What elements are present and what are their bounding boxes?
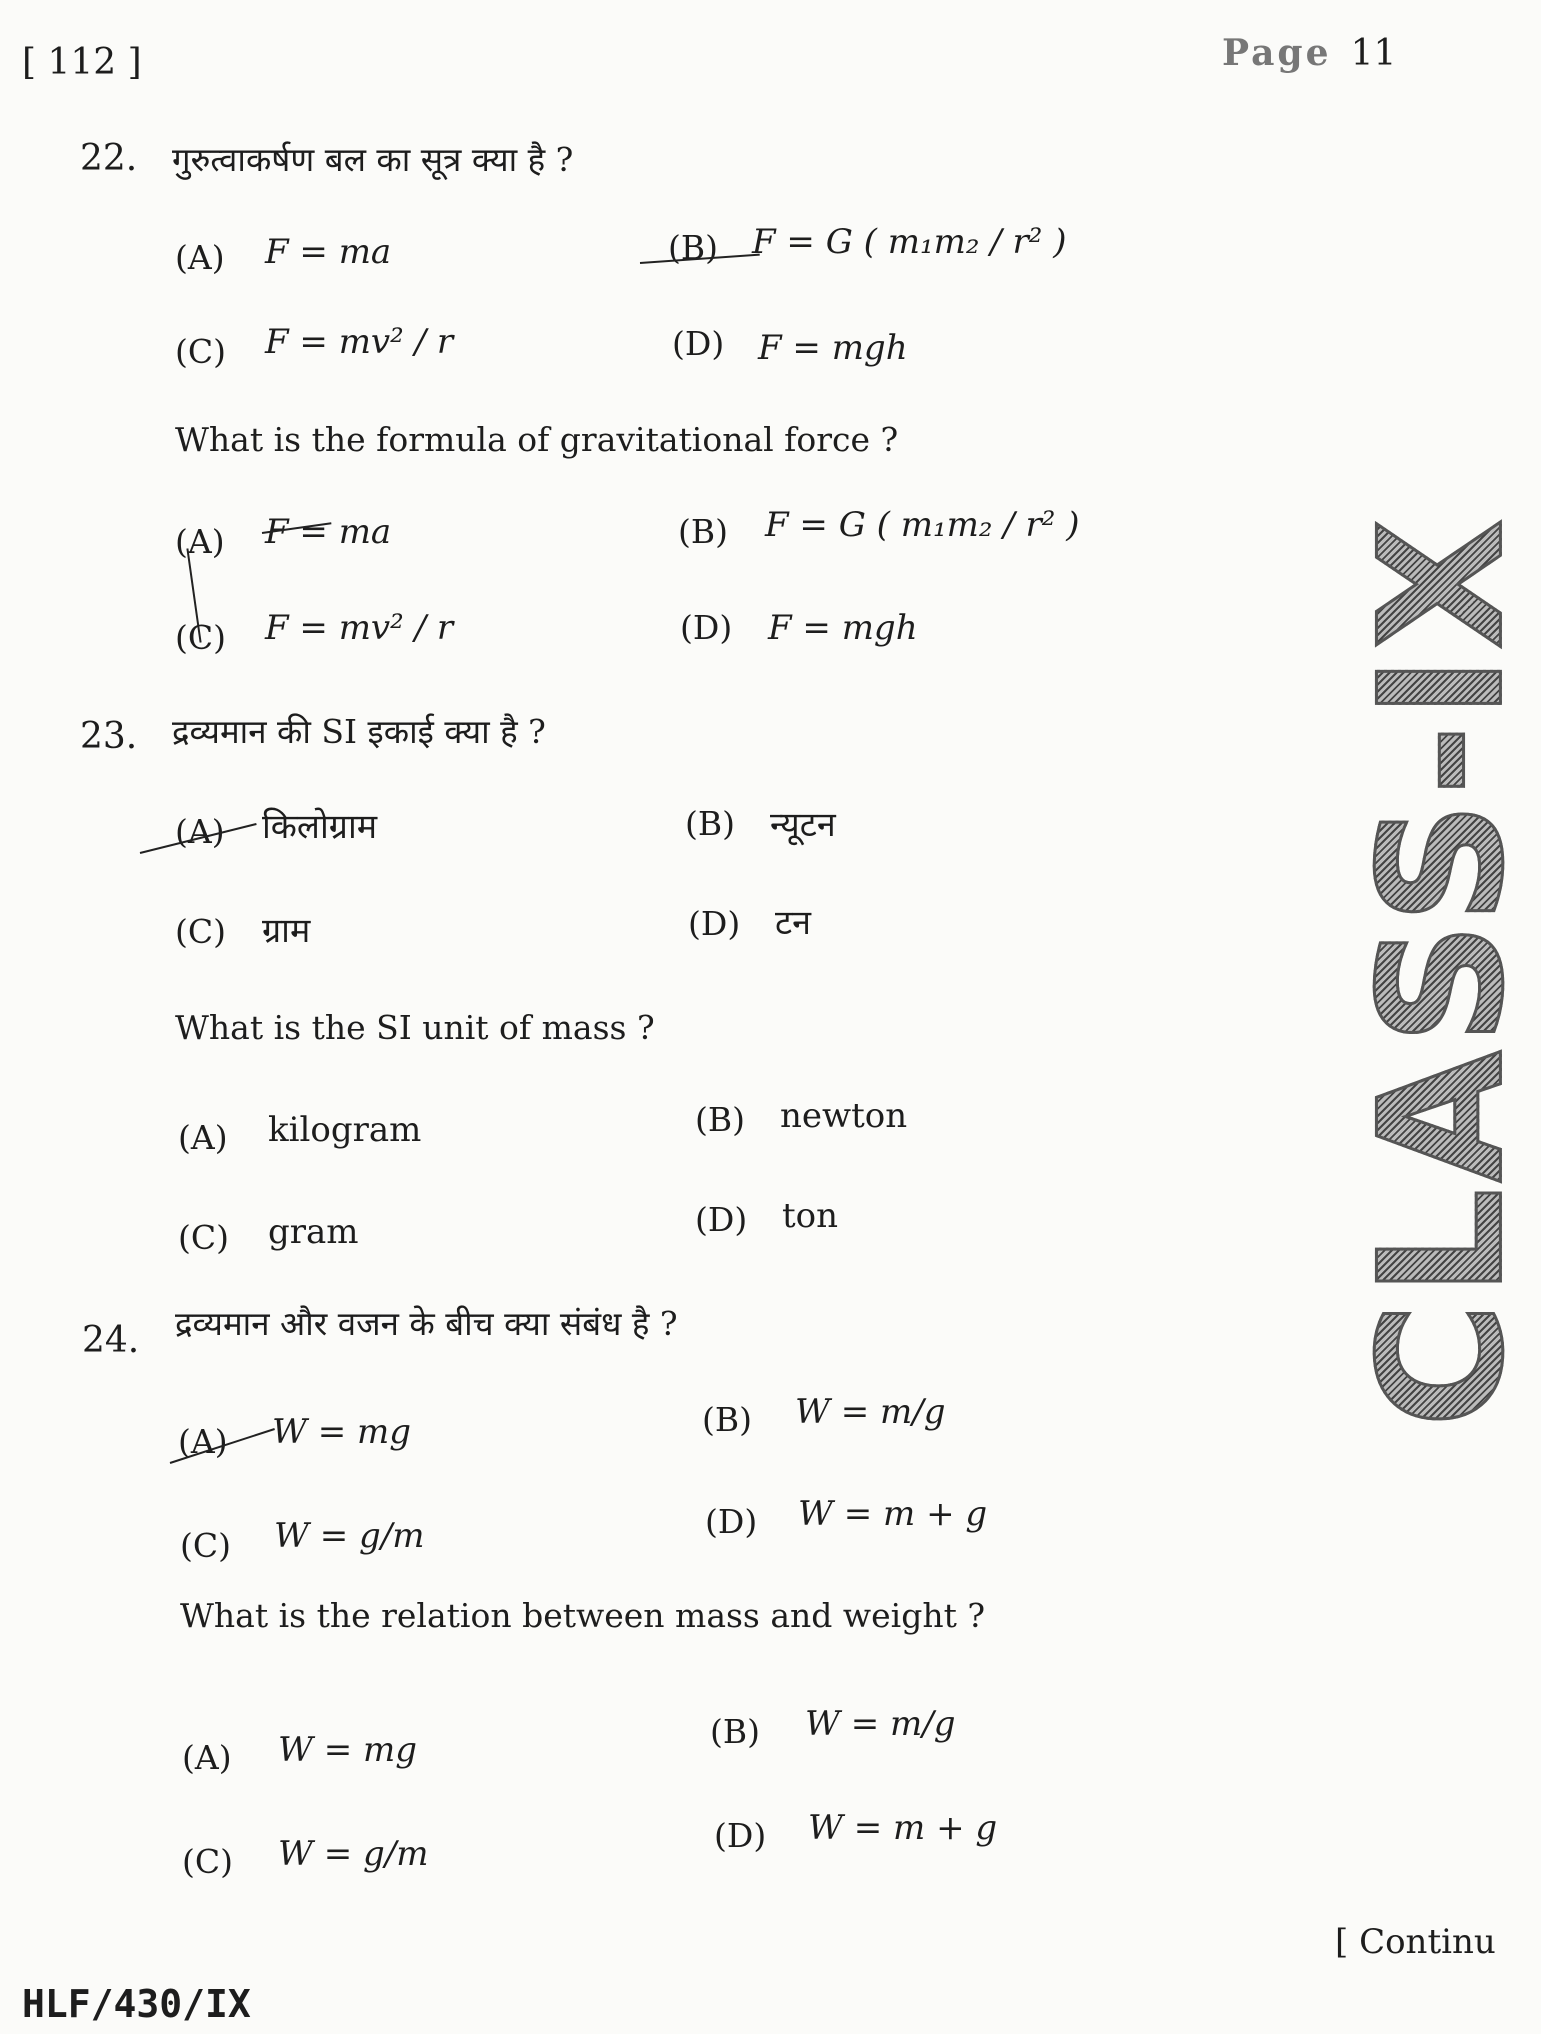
option-value: F = G ( m₁m₂ / r² ) [765,505,1080,545]
question-number: 24. [82,1320,140,1361]
question-text-english: What is the relation between mass and weight ? [180,1596,986,1635]
option-label: (A) [175,522,225,561]
option-value: W = m/g [805,1704,956,1744]
option-value: F = mv² / r [265,322,454,362]
option-value: किलोग्राम [262,807,378,847]
option-value: F = ma [265,512,392,552]
class-stamp-text: CLASS-IX [1343,512,1541,1428]
option-value: W = m + g [798,1494,988,1534]
page-bracket-number: [ 112 ] [22,42,142,83]
continued-note: [ Continu [1335,1922,1496,1962]
option-value: W = mg [272,1412,412,1452]
question-text-hindi: द्रव्यमान और वजन के बीच क्या संबंध है ? [175,1304,678,1343]
option-label: (C) [175,332,226,371]
option-label: (D) [695,1200,748,1239]
option-value: kilogram [268,1110,422,1150]
class-stamp [1343,430,1541,1510]
option-value: F = G ( m₁m₂ / r² ) [752,222,1067,262]
paper-code: HLF/430/IX [22,1982,251,2026]
option-label: (D) [680,608,733,647]
option-value: W = g/m [278,1834,429,1874]
option-value: W = mg [278,1730,418,1770]
option-value: टन [775,903,812,943]
option-label: (C) [175,618,226,657]
option-label: (C) [178,1218,229,1257]
option-label: (C) [175,912,226,951]
option-value: newton [780,1096,908,1136]
option-value: F = mgh [768,608,918,648]
option-value: gram [268,1212,359,1252]
option-label: (B) [678,512,728,551]
option-label: (A) [175,812,225,851]
option-label: (D) [672,324,725,363]
option-label: (C) [182,1842,233,1881]
option-value: ग्राम [262,911,311,951]
option-value: F = ma [265,232,392,272]
page-number: 11 [1350,33,1397,74]
option-value: F = mgh [758,328,908,368]
option-label: (D) [705,1502,758,1541]
option-value: F = mv² / r [265,608,454,648]
option-label: (B) [695,1100,745,1139]
option-label: (B) [702,1400,752,1439]
option-label: (C) [180,1526,231,1565]
question-number: 22. [80,138,138,179]
option-value: W = m/g [795,1392,946,1432]
option-label: (A) [175,238,225,277]
option-label: (A) [182,1738,232,1777]
option-label: (B) [668,228,718,267]
option-value: ton [782,1196,839,1236]
option-label: (D) [714,1816,767,1855]
option-value: W = g/m [274,1516,425,1556]
option-label: (A) [178,1422,228,1461]
option-value: न्यूटन [770,805,836,845]
question-text-english: What is the formula of gravitational force ? [175,420,899,459]
option-label: (A) [178,1118,228,1157]
page-label: Page [1222,32,1332,74]
option-value: W = m + g [808,1808,998,1848]
option-label: (B) [710,1712,760,1751]
question-text-english: What is the SI unit of mass ? [175,1008,655,1047]
question-number: 23. [80,716,138,757]
question-text-hindi: द्रव्यमान की SI इकाई क्या है ? [172,712,546,751]
option-label: (B) [685,804,735,843]
question-text-hindi: गुरुत्वाकर्षण बल का सूत्र क्या है ? [172,140,574,179]
option-label: (D) [688,904,741,943]
page-indicator [1222,32,1396,74]
